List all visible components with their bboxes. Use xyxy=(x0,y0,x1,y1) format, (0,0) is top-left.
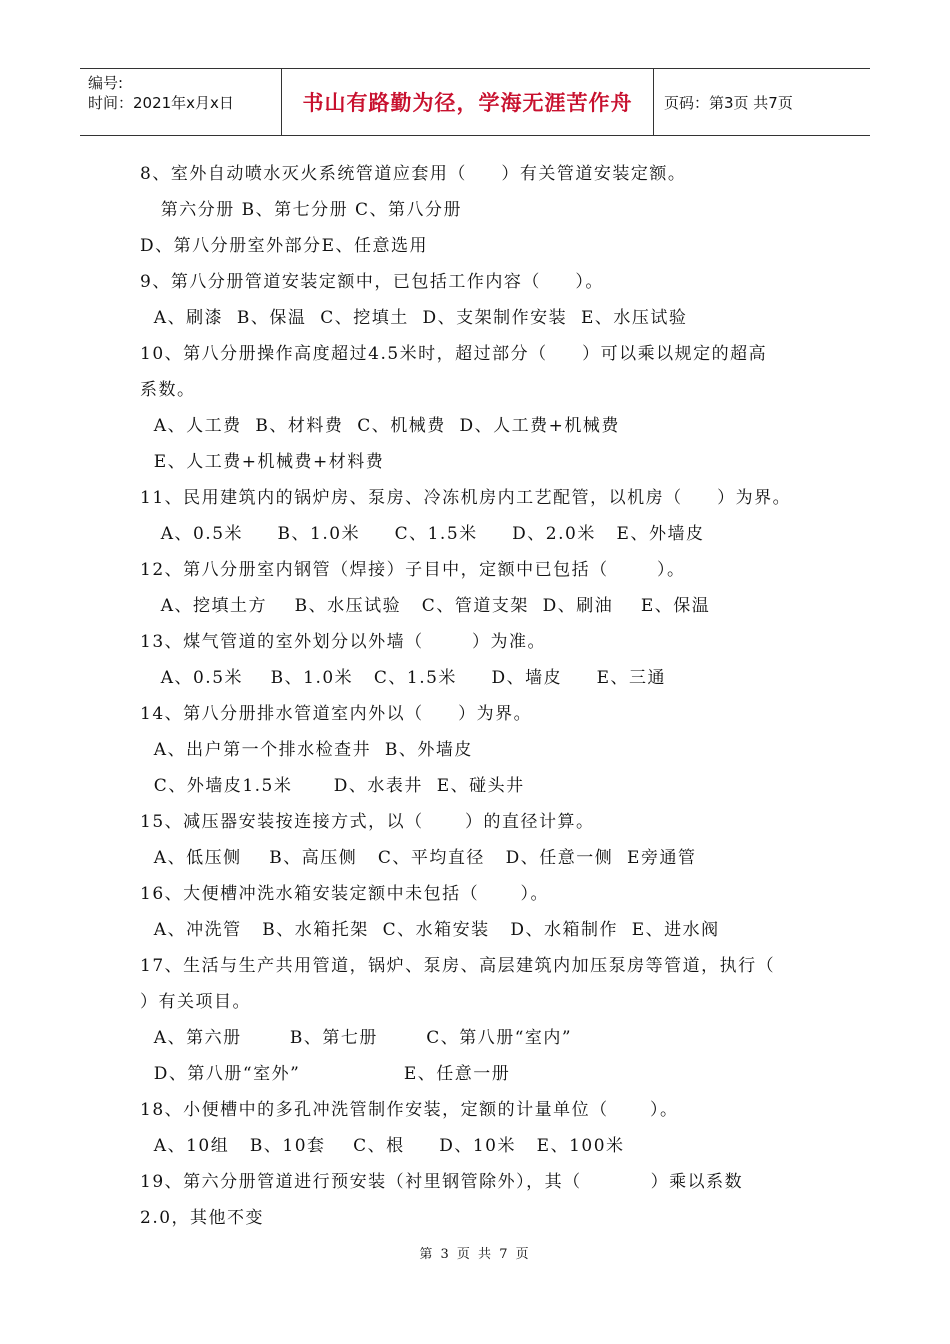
text-line: A、第六册 B、第七册 C、第八册“室内” xyxy=(140,1028,573,1048)
text-line: A、0.5米 B、1.0米 C、1.5米 D、2.0米 E、外墙皮 xyxy=(140,524,705,544)
question-body xyxy=(140,156,830,1236)
text-line: ）有关项目。 xyxy=(140,992,251,1012)
text-line: A、刷漆 B、保温 C、挖填土 D、支架制作安装 E、水压试验 xyxy=(140,308,688,328)
text-line: 8、室外自动喷水灭火系统管道应套用（ ）有关管道安装定额。 xyxy=(140,164,687,184)
text-line: A、挖填土方 B、水压试验 C、管道支架 D、刷油 E、保温 xyxy=(140,596,711,616)
text-line: 9、第八分册管道安装定额中，已包括工作内容（ ）。 xyxy=(140,272,604,292)
text-line: 15、减压器安装按连接方式，以（ ）的直径计算。 xyxy=(140,812,595,832)
text-line: 14、第八分册排水管道室内外以（ ）为界。 xyxy=(140,704,533,724)
text-line: 系数。 xyxy=(140,380,196,400)
text-line: E、人工费+机械费+材料费 xyxy=(140,452,385,472)
text-line: C、外墙皮1.5米 D、水表井 E、碰头井 xyxy=(140,776,525,796)
text-line: A、出户第一个排水检查井 B、外墙皮 xyxy=(140,740,473,760)
text-line: 2.0，其他不变 xyxy=(140,1208,265,1228)
text-line: D、第八册“室外” E、任意一册 xyxy=(140,1064,511,1084)
text-line: 19、第六分册管道进行预安装（衬里钢管除外），其（ ）乘以系数 xyxy=(140,1172,744,1192)
text-line: 16、大便槽冲洗水箱安装定额中未包括（ ）。 xyxy=(140,884,550,904)
text-line: A、10组 B、10套 C、根 D、10米 E、100米 xyxy=(140,1136,625,1156)
text-line: A、人工费 B、材料费 C、机械费 D、人工费+机械费 xyxy=(140,416,620,436)
text-line: D、第八分册室外部分E、任意选用 xyxy=(140,236,429,256)
header-motto-cell xyxy=(282,69,654,135)
text-line: 11、民用建筑内的锅炉房、泵房、冷冻机房内工艺配管，以机房（ ）为界。 xyxy=(140,488,792,508)
time-label: 时间：2021年x月x日 xyxy=(88,94,234,112)
text-line: A、低压侧 B、高压侧 C、平均直径 D、任意一侧 E旁通管 xyxy=(140,848,697,868)
motto-text: 书山有路勤为径，学海无涯苦作舟 xyxy=(302,91,633,115)
text-line: 18、小便槽中的多孔冲洗管制作安装，定额的计量单位（ ）。 xyxy=(140,1100,679,1120)
text-line: A、冲洗管 B、水箱托架 C、水箱安装 D、水箱制作 E、进水阀 xyxy=(140,920,720,940)
text-line: 10、第八分册操作高度超过4.5米时，超过部分（ ）可以乘以规定的超高 xyxy=(140,344,768,364)
text-line: 12、第八分册室内钢管（焊接）子目中，定额中已包括（ ）。 xyxy=(140,560,686,580)
header-page-code xyxy=(654,69,870,135)
number-label: 编号: xyxy=(88,74,124,92)
page-code-text: 页码：第3页 共7页 xyxy=(664,93,793,112)
page-footer: 第 3 页 共 7 页 xyxy=(419,1247,531,1262)
header-info xyxy=(80,69,282,135)
text-line: 第六分册 B、第七分册 C、第八分册 xyxy=(140,200,463,220)
text-line: A、0.5米 B、1.0米 C、1.5米 D、墙皮 E、三通 xyxy=(140,668,666,688)
text-line: 13、煤气管道的室外划分以外墙（ ）为准。 xyxy=(140,632,546,652)
page-header xyxy=(80,68,870,136)
text-line: 17、生活与生产共用管道，锅炉、泵房、高层建筑内加压泵房等管道，执行（ xyxy=(140,956,776,976)
